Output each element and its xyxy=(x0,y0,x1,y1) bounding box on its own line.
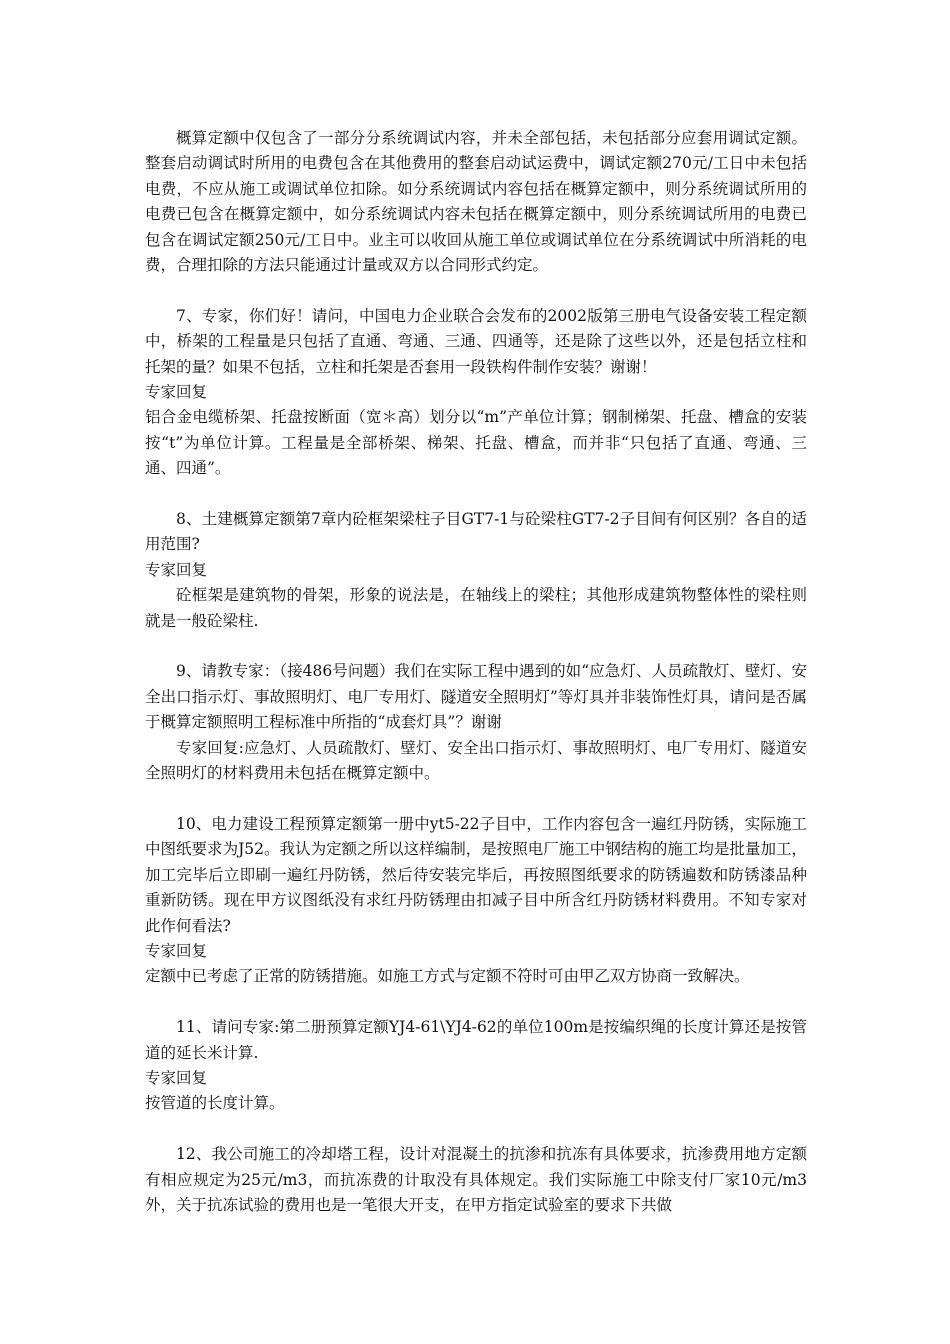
paragraph-commissioning-electricity: 概算定额中仅包含了一部分分系统调试内容，并未全部包括，未包括部分应套用调试定额。整套启动调试时所用的电费包含在其他费用的整套启动试运费中，调试定额270元/工日中未包括电费，不应从施工或调试单位扣除。如分系统调试内容包括在概算定额中，则分系统调试所用的电费已包含在概算定额中，如分系统调试内容未包括在概算定额中，则分系统调试所用的电费已包含在调试定额250元/工日中。业主可以收回从施工单位或调试单位在分系统调试中所消耗的电费，合理扣除的方法只能通过计量或双方以合同形式约定。 xyxy=(145,129,807,275)
paragraph-gap xyxy=(145,1117,807,1142)
paragraph-gap xyxy=(145,278,807,303)
question-8: 8、土建概算定额第7章内砼框架梁柱子目GT7-1与砼梁柱GT7-2子目间有何区别？各自的适用范围? xyxy=(145,510,807,554)
question-7: 7、专家，你们好！请问，中国电力企业联合会发布的2002版第三册电气设备安装工程定额中，桥架的工程量是只包括了直通、弯通、三通、四通等，还是除了这些以外，还是包括立柱和托架的量？如果不包括，立柱和托架是否套用一段铁构件制作安装？谢谢！ xyxy=(145,306,807,376)
question-10: 10、电力建设工程预算定额第一册中yt5-22子目中，工作内容包含一遍红丹防锈，实际施工中图纸要求为J52。我认为定额之所以这样编制，是按照电厂施工中钢结构的施工均是批量加工，加工完毕后立即刷一遍红丹防锈，然后待安装完毕后，再按照图纸要求的防锈遍数和防锈漆品种重新防锈。现在甲方议图纸没有求红丹防锈理由扣减子目中所含红丹防锈材料费用。不知专家对此作何看法? xyxy=(145,814,807,935)
question-11: 11、请问专家:第二册预算定额YJ4-61\YJ4-62的单位100m是按编织绳的长度计算还是按管道的延长米计算. xyxy=(145,1018,807,1062)
expert-reply-label: 专家回复 xyxy=(145,1068,208,1087)
expert-reply-label: 专家回复 xyxy=(145,560,208,579)
answer-11: 按管道的长度计算。 xyxy=(145,1094,285,1113)
question-12: 12、我公司施工的冷却塔工程，设计对混凝土的抗渗和抗冻有具体要求，抗渗费用地方定额有相应规定为25元/m3，而抗冻费的计取没有具体规定。我们实际施工中除支付厂家10元/m3外，关于抗冻试验的费用也是一笔很大开支，在甲方指定试验室的要求下共做 xyxy=(145,1145,807,1214)
paragraph-gap xyxy=(145,482,807,507)
answer-10: 定额中已考虑了正常的防锈措施。如施工方式与定额不符时可由甲乙双方协商一致解决。 xyxy=(145,967,750,986)
paragraph-gap xyxy=(145,787,807,812)
answer-7: 铝合金电缆桥架、托盘按断面（宽＊高）划分以“m”产单位计算；钢制梯架、托盘、槽盒的安装按“t”为单位计算。工程量是全部桥架、梯架、托盘、槽盒，而并非“只包括了直通、弯通、三通、四通”。 xyxy=(145,408,807,478)
expert-reply-label: 专家回复 xyxy=(145,383,208,402)
paragraph-gap xyxy=(145,634,807,659)
answer-8: 砼框架是建筑物的骨架，形象的说法是，在轴线上的梁柱；其他形成建筑物整体性的梁柱则就是一般砼梁柱. xyxy=(145,586,807,630)
expert-reply-label: 专家回复 xyxy=(145,941,208,960)
answer-9: 专家回复:应急灯、人员疏散灯、壁灯、安全出口指示灯、事故照明灯、电厂专用灯、隧道安全照明灯的材料费用未包括在概算定额中。 xyxy=(145,738,807,783)
document-body xyxy=(145,126,807,1218)
question-9: 9、请教专家：（接486号问题）我们在实际工程中遇到的如“应急灯、人员疏散灯、壁灯、安全出口指示灯、事故照明灯、电厂专用灯、隧道安全照明灯”等灯具并非装饰性灯具，请问是否属于概算定额照明工程标准中所指的“成套灯具”？谢谢 xyxy=(145,662,807,732)
paragraph-gap xyxy=(145,990,807,1015)
